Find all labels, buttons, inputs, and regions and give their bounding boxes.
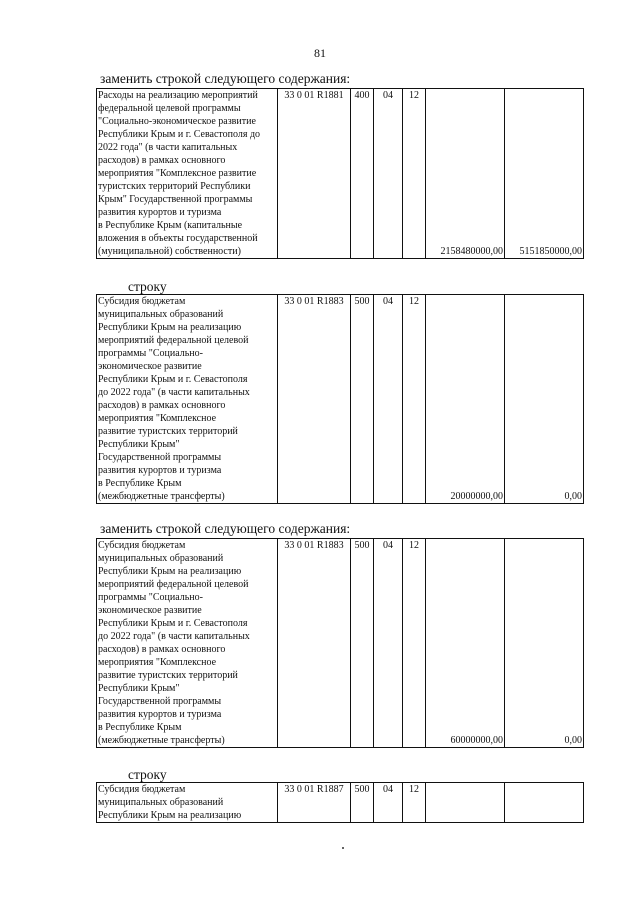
description-line: федеральной целевой программы bbox=[98, 103, 241, 114]
description-line: Республики Крым и г. Севастополя до bbox=[98, 129, 261, 140]
section-code: 04 bbox=[374, 539, 403, 748]
description-line: в Республике Крым bbox=[98, 722, 182, 733]
scan-speck bbox=[342, 847, 344, 849]
subsection-code: 12 bbox=[403, 539, 426, 748]
section-heading: строку bbox=[128, 279, 167, 294]
description-line: развития курортов и туризма bbox=[98, 207, 222, 218]
description-line: Субсидия бюджетам bbox=[98, 540, 186, 551]
amount-year-2: 0,00 bbox=[505, 539, 584, 748]
section-heading: заменить строкой следующего содержания: bbox=[100, 71, 351, 86]
description-line: Государственной программы bbox=[98, 696, 222, 707]
description-line: муниципальных образований bbox=[98, 553, 224, 564]
description-line: программы "Социально- bbox=[98, 348, 203, 359]
subsection-code: 12 bbox=[403, 295, 426, 504]
expense-type-code: 400 bbox=[351, 89, 374, 259]
table-row bbox=[97, 539, 584, 748]
section-code: 04 bbox=[374, 783, 403, 823]
table-row bbox=[97, 783, 584, 823]
description-line: экономическое развитие bbox=[98, 361, 202, 372]
description-line: расходов) в рамках основного bbox=[98, 644, 226, 655]
subsection-code: 12 bbox=[403, 783, 426, 823]
page-number: 81 bbox=[314, 46, 326, 60]
description-line: программы "Социально- bbox=[98, 592, 203, 603]
description-line: Расходы на реализацию мероприятий bbox=[98, 90, 258, 101]
target-article-code: 33 0 01 R1883 bbox=[278, 295, 351, 504]
description-line: (муниципальной) собственности) bbox=[98, 246, 241, 257]
description-line: муниципальных образований bbox=[98, 309, 224, 320]
description-line: до 2022 года" (в части капитальных bbox=[98, 631, 250, 642]
target-article-code: 33 0 01 R1883 bbox=[278, 539, 351, 748]
description-line: расходов) в рамках основного bbox=[98, 155, 226, 166]
description-line: в Республике Крым (капитальные bbox=[98, 220, 243, 231]
row-description bbox=[97, 539, 278, 748]
row-description bbox=[97, 89, 278, 259]
description-line: расходов) в рамках основного bbox=[98, 400, 226, 411]
row-description bbox=[97, 783, 278, 823]
description-line: развитие туристских территорий bbox=[98, 426, 238, 437]
amount-year-2: 5151850000,00 bbox=[505, 89, 584, 259]
description-line: экономическое развитие bbox=[98, 605, 202, 616]
target-article-code: 33 0 01 R1887 bbox=[278, 783, 351, 823]
description-line: Государственной программы bbox=[98, 452, 222, 463]
description-line: Республики Крым" bbox=[98, 683, 180, 694]
amount-year-1: 2158480000,00 bbox=[426, 89, 505, 259]
description-line: мероприятия "Комплексное bbox=[98, 657, 217, 668]
description-line: Республики Крым на реализацию bbox=[98, 322, 242, 333]
description-line: туристских территорий Республики bbox=[98, 181, 251, 192]
amount-year-1: 60000000,00 bbox=[426, 539, 505, 748]
description-line: (межбюджетные трансферты) bbox=[98, 735, 225, 746]
amount-year-2: 0,00 bbox=[505, 295, 584, 504]
section-code: 04 bbox=[374, 89, 403, 259]
description-line: Республики Крым на реализацию bbox=[98, 566, 242, 577]
row-description bbox=[97, 295, 278, 504]
description-line: мероприятий федеральной целевой bbox=[98, 335, 249, 346]
subsection-code: 12 bbox=[403, 89, 426, 259]
description-line: вложения в объекты государственной bbox=[98, 233, 258, 244]
budget-table bbox=[96, 88, 584, 259]
budget-table bbox=[96, 782, 584, 823]
description-line: 2022 года" (в части капитальных bbox=[98, 142, 238, 153]
description-line: Республики Крым и г. Севастополя bbox=[98, 618, 248, 629]
description-line: Субсидия бюджетам bbox=[98, 784, 186, 795]
description-line: мероприятия "Комплексное bbox=[98, 413, 217, 424]
description-line: развития курортов и туризма bbox=[98, 709, 222, 720]
description-line: Республики Крым и г. Севастополя bbox=[98, 374, 248, 385]
budget-table bbox=[96, 294, 584, 504]
budget-table bbox=[96, 538, 584, 748]
section-code: 04 bbox=[374, 295, 403, 504]
description-line: в Республике Крым bbox=[98, 478, 182, 489]
description-line: Республики Крым" bbox=[98, 439, 180, 450]
table-row bbox=[97, 89, 584, 259]
expense-type-code: 500 bbox=[351, 295, 374, 504]
description-line: развития курортов и туризма bbox=[98, 465, 222, 476]
section-heading: заменить строкой следующего содержания: bbox=[100, 521, 351, 536]
section-heading: строку bbox=[128, 767, 167, 782]
amount-year-1 bbox=[426, 783, 505, 823]
target-article-code: 33 0 01 R1881 bbox=[278, 89, 351, 259]
description-line: развитие туристских территорий bbox=[98, 670, 238, 681]
description-line: Крым" Государственной программы bbox=[98, 194, 253, 205]
description-line: мероприятия "Комплексное развитие bbox=[98, 168, 257, 179]
table-row bbox=[97, 295, 584, 504]
description-line: "Социально-экономическое развитие bbox=[98, 116, 256, 127]
description-line: до 2022 года" (в части капитальных bbox=[98, 387, 250, 398]
description-line: (межбюджетные трансферты) bbox=[98, 491, 225, 502]
expense-type-code: 500 bbox=[351, 539, 374, 748]
description-line: Субсидия бюджетам bbox=[98, 296, 186, 307]
description-line: Республики Крым на реализацию bbox=[98, 810, 242, 821]
amount-year-2 bbox=[505, 783, 584, 823]
description-line: муниципальных образований bbox=[98, 797, 224, 808]
amount-year-1: 20000000,00 bbox=[426, 295, 505, 504]
expense-type-code: 500 bbox=[351, 783, 374, 823]
description-line: мероприятий федеральной целевой bbox=[98, 579, 249, 590]
